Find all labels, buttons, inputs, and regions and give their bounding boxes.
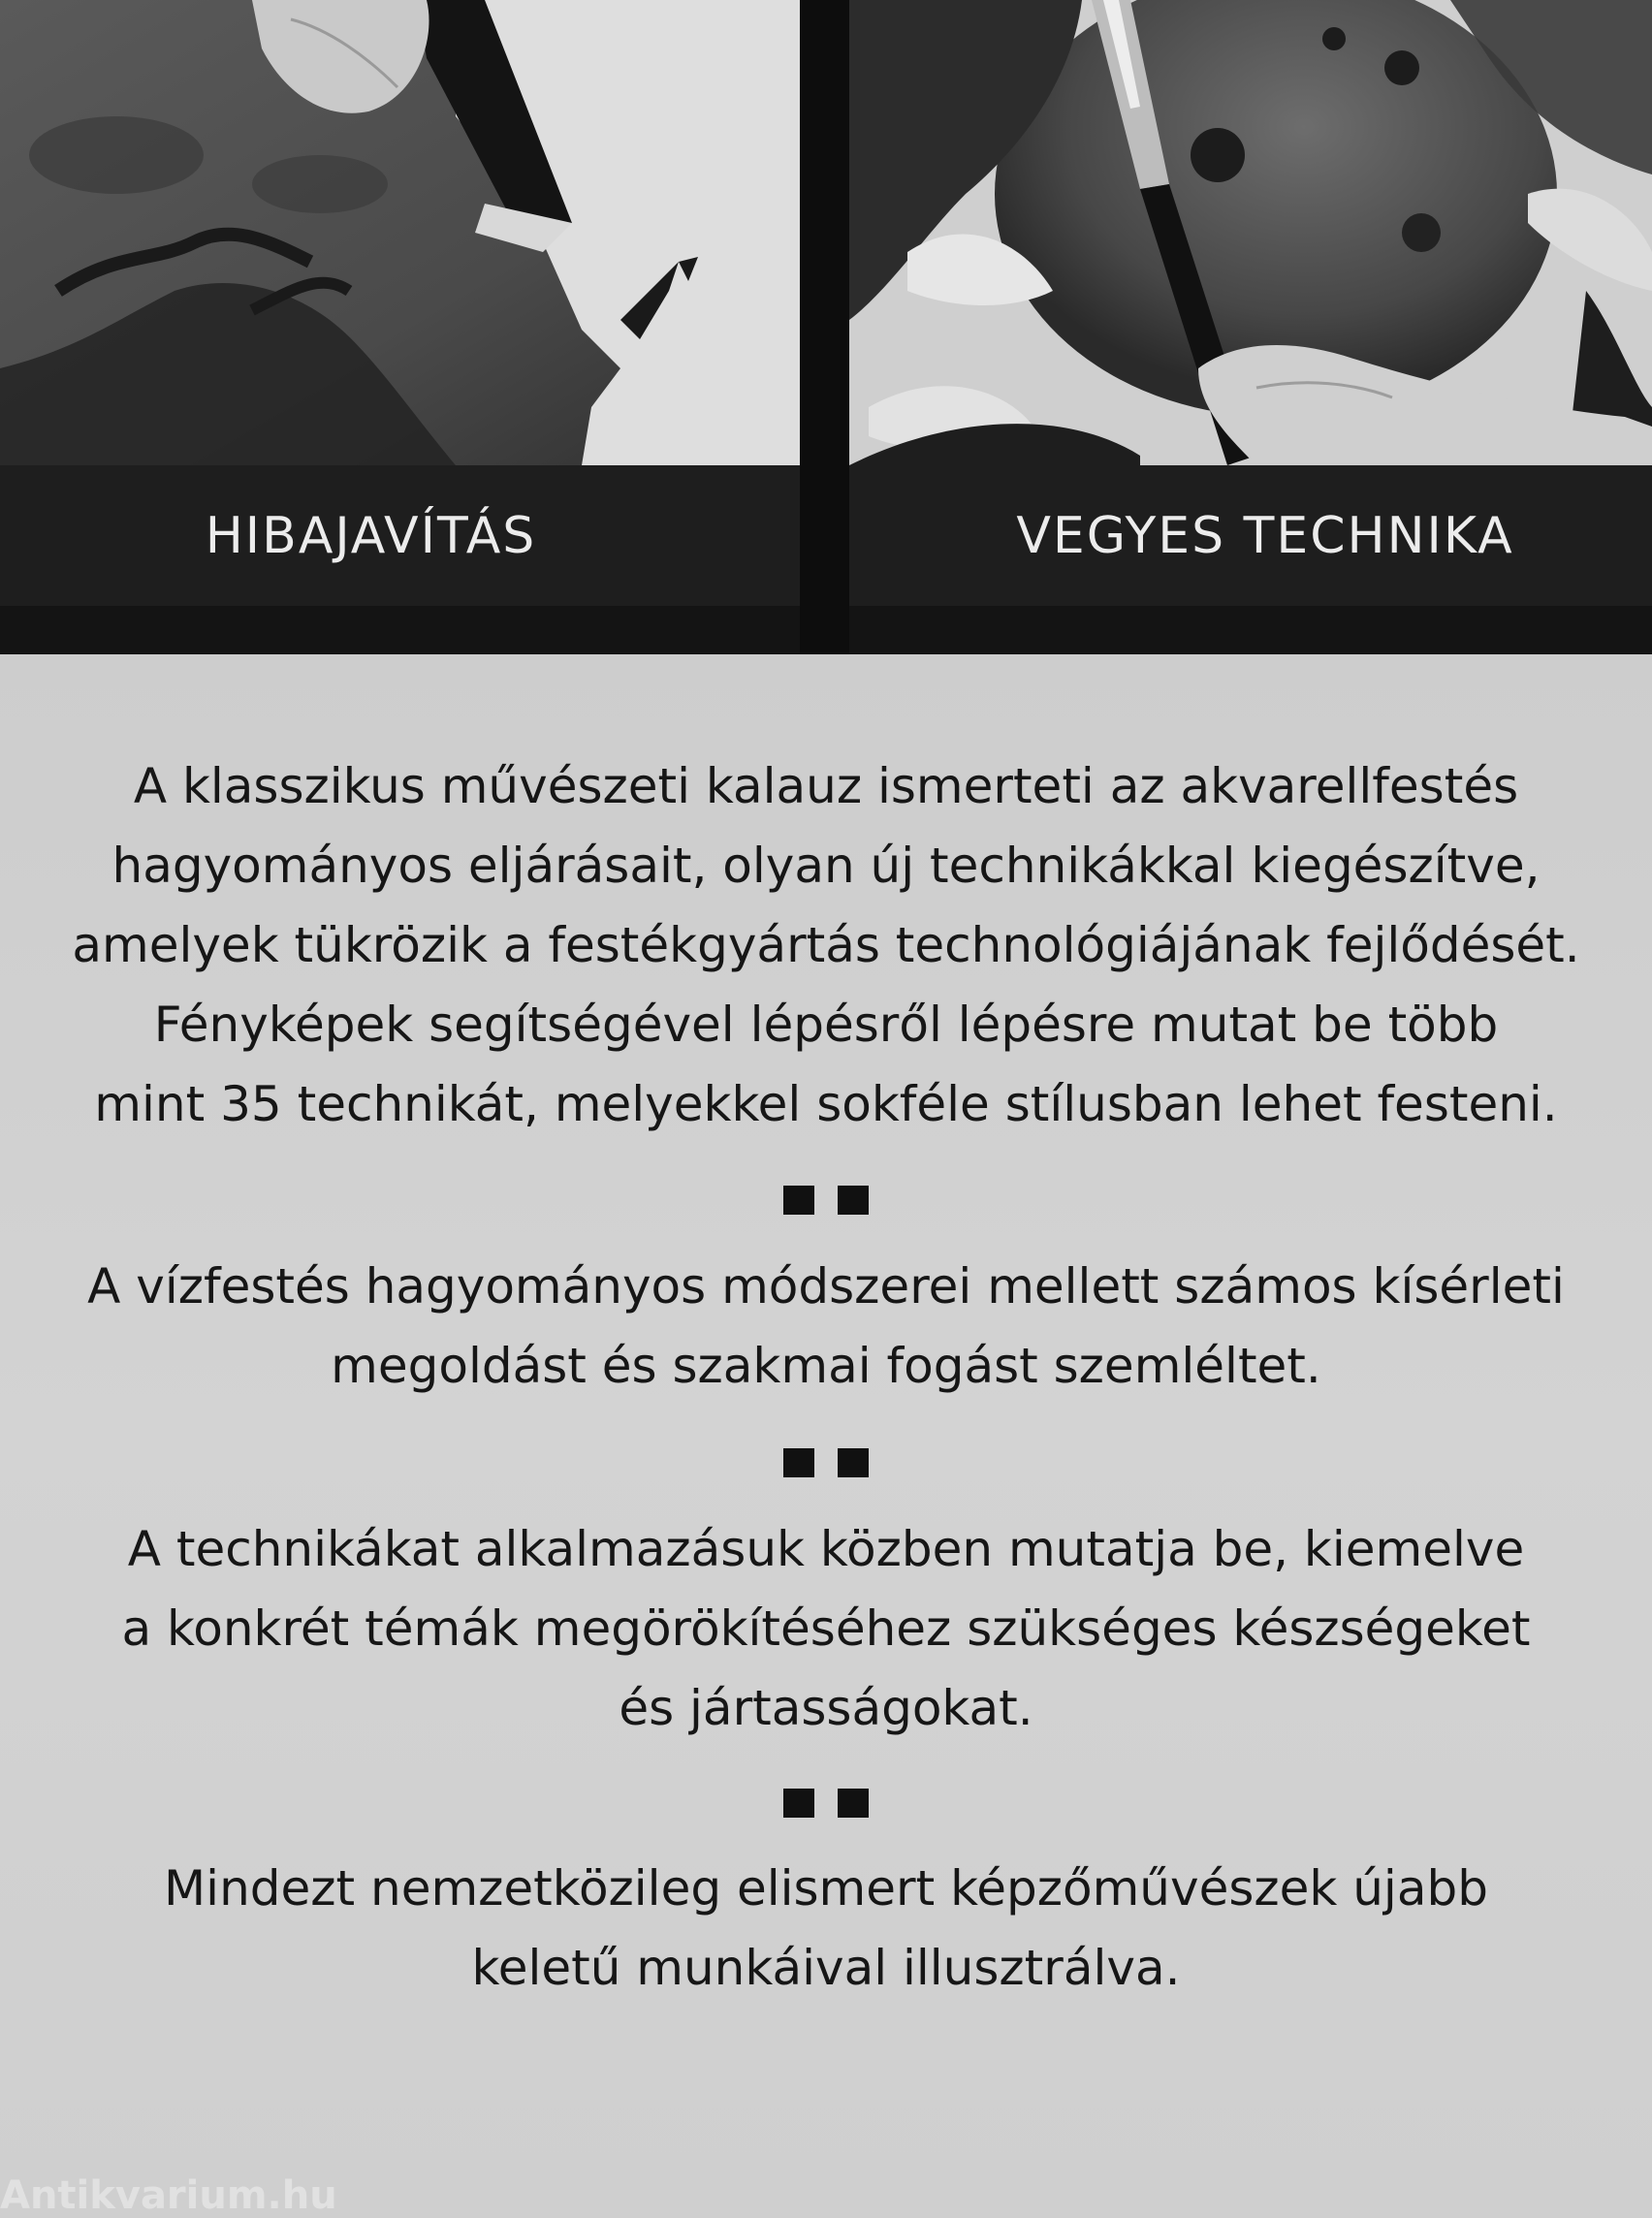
double-square-bullet-icon: [0, 1789, 1652, 1818]
photo-divider: [800, 0, 849, 654]
text-line: és jártasságokat.: [619, 1680, 1033, 1736]
paragraph-intro: [39, 746, 1613, 1144]
watermark: Antikvarium.hu: [0, 2173, 337, 2218]
text-line: Fényképek segítségével lépésről lépésre mutat be több: [153, 997, 1499, 1053]
caption-vegyes-technika: VEGYES TECHNIKA: [1016, 506, 1514, 565]
paragraph-techniques: [39, 1509, 1613, 1748]
caption-hibajavitas: HIBAJAVÍTÁS: [205, 506, 537, 565]
text-line: A vízfestés hagyományos módszerei mellett számos kísérleti: [87, 1258, 1565, 1315]
paragraph-illustrations: [39, 1849, 1613, 2008]
text-line: hagyományos eljárásait, olyan új technikákkal kiegészítve,: [111, 838, 1541, 894]
text-line: a konkrét témák megörökítéséhez szükséges készségeket: [121, 1600, 1531, 1657]
text-line: Mindezt nemzetközileg elismert képzőművészek újabb: [164, 1860, 1488, 1917]
double-square-bullet-icon: [0, 1448, 1652, 1477]
text-line: A technikákat alkalmazásuk közben mutatja be, kiemelve: [127, 1521, 1525, 1577]
double-square-bullet-icon: [0, 1186, 1652, 1215]
text-line: megoldást és szakmai fogást szemléltet.: [331, 1338, 1321, 1394]
text-line: amelyek tükrözik a festékgyártás technológiájának fejlődését.: [72, 917, 1580, 973]
right-photo: [849, 0, 1652, 465]
paragraph-methods: [39, 1247, 1613, 1406]
text-line: mint 35 technikát, melyekkel sokféle stílusban lehet festeni.: [94, 1076, 1558, 1132]
left-photo: [0, 0, 800, 465]
caption-bar-left: [0, 465, 800, 606]
text-line: A klasszikus művészeti kalauz ismerteti az akvarellfestés: [133, 758, 1519, 814]
text-line: keletű munkáival illusztrálva.: [471, 1940, 1181, 1996]
caption-bar-right: [849, 465, 1652, 606]
